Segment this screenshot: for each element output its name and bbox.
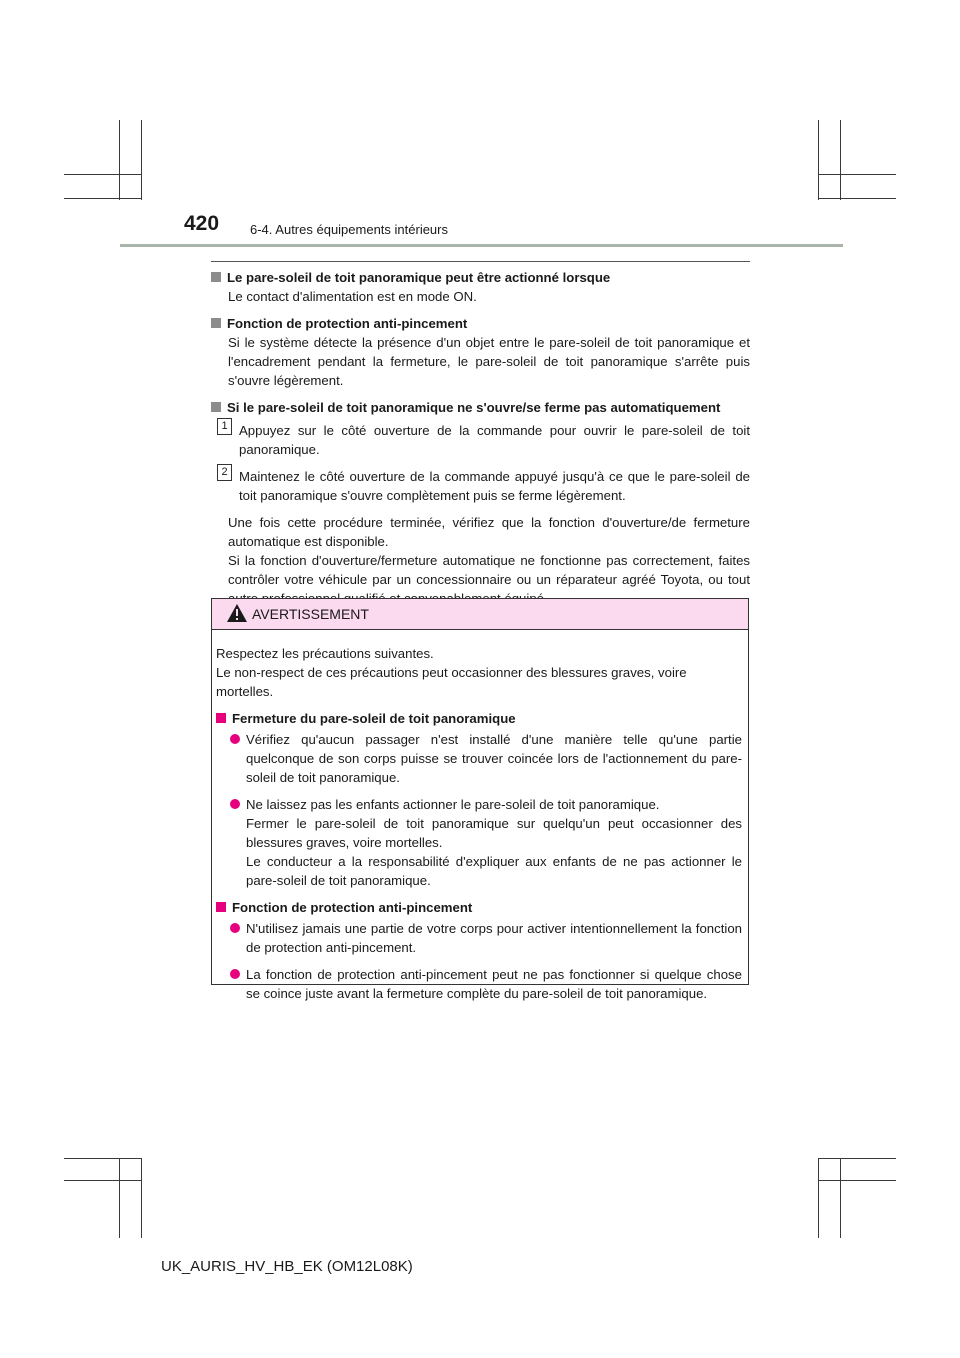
round-bullet-icon [230,969,240,979]
section-heading: Fonction de protection anti-pincement [211,314,750,333]
header-rule [120,244,843,247]
warning-bullet: La fonction de protection anti-pincement peut ne pas fonctionner si quelque chose se coince juste avant la fermeture complète du pare-soleil de toit panoramique. [216,965,742,1003]
warning-heading: Fermeture du pare-soleil de toit panoramique [216,709,742,728]
warning-box [211,598,749,1001]
document-code: UK_AURIS_HV_HB_EK (OM12L08K) [161,1258,413,1275]
round-bullet-icon [230,734,240,744]
step-item [211,467,750,505]
section-text: Si le système détecte la présence d'un objet entre le pare-soleil de toit panoramique et l'encadrement pendant la fermeture, le pare-soleil de toit panoramique s'arrête puis s'ouvre légèrement. [228,335,750,388]
content-rule [211,261,750,262]
crop-mark [64,174,142,175]
warning-bullet: Ne laissez pas les enfants actionner le pare-soleil de toit panoramique. Fermer le pare-soleil de toit panoramique sur quelqu'un peut occasionner des blessures graves, voire mortelles. Le conducteur a la responsabilité d'expliquer aux enfants de ne pas actionner le pare-soleil de toit panoramique. [216,795,742,890]
square-bullet-icon [216,713,226,723]
warning-bullet: Vérifiez qu'aucun passager n'est installé d'une manière telle qu'une partie quelconque de son corps puisse se trouver coincée lors de l'actionnement du pare-soleil de toit panoramique. [216,730,742,787]
crop-mark [119,120,120,200]
square-bullet-icon [211,402,221,412]
crop-mark [840,120,841,200]
crop-mark [64,1180,142,1181]
warning-title: AVERTISSEMENT [252,606,369,622]
crop-mark [141,120,142,200]
crop-mark [818,1158,819,1238]
step-number: 2 [217,464,232,481]
step-text: Appuyez sur le côté ouverture de la commande pour ouvrir le pare-soleil de toit panoramique. [239,423,750,457]
square-bullet-icon [211,272,221,282]
warning-bullet: N'utilisez jamais une partie de votre corps pour activer intentionnellement la fonction de protection anti-pincement. [216,919,742,957]
main-content [211,268,750,616]
round-bullet-icon [230,799,240,809]
square-bullet-icon [216,902,226,912]
page-number: 420 [184,212,220,235]
section-title: 6-4. Autres équipements intérieurs [250,222,448,237]
crop-mark [141,1158,142,1238]
crop-mark [818,1180,896,1181]
section-text: Le contact d'alimentation est en mode ON. [228,289,477,304]
crop-mark [840,1158,841,1238]
crop-mark [818,174,896,175]
warning-intro: Respectez les précautions suivantes. Le non-respect de ces précautions peut occasionner des blessures graves, voire mortelles. [216,646,687,699]
section-heading: Si le pare-soleil de toit panoramique ne s'ouvre/se ferme pas automatiquement [211,398,750,417]
step-number: 1 [217,418,232,435]
crop-mark [818,198,896,199]
crop-mark [818,120,819,200]
crop-mark [119,1158,120,1238]
after-steps-text: Une fois cette procédure terminée, vérifiez que la fonction d'ouverture/de fermeture automatique est disponible. Si la fonction d'ouverture/fermeture automatique ne fonctionne pas correctement, faites contrôler votre véhicule par un concessionnaire ou un réparateur agréé Toyota, ou tout [228,515,750,587]
crop-mark [64,1158,142,1159]
step-text: Maintenez le côté ouverture de la commande appuyé jusqu'à ce que le pare-soleil de toit panoramique s'ouvre complètement puis se ferme légèrement. [239,469,750,503]
warning-triangle-icon [226,603,248,623]
round-bullet-icon [230,923,240,933]
section-heading: Le pare-soleil de toit panoramique peut être actionné lorsque [211,268,750,287]
square-bullet-icon [211,318,221,328]
crop-mark [64,198,142,199]
warning-body [212,630,748,1003]
step-item [211,421,750,459]
warning-header [212,599,748,630]
crop-mark [818,1158,896,1159]
warning-heading: Fonction de protection anti-pincement [216,898,742,917]
